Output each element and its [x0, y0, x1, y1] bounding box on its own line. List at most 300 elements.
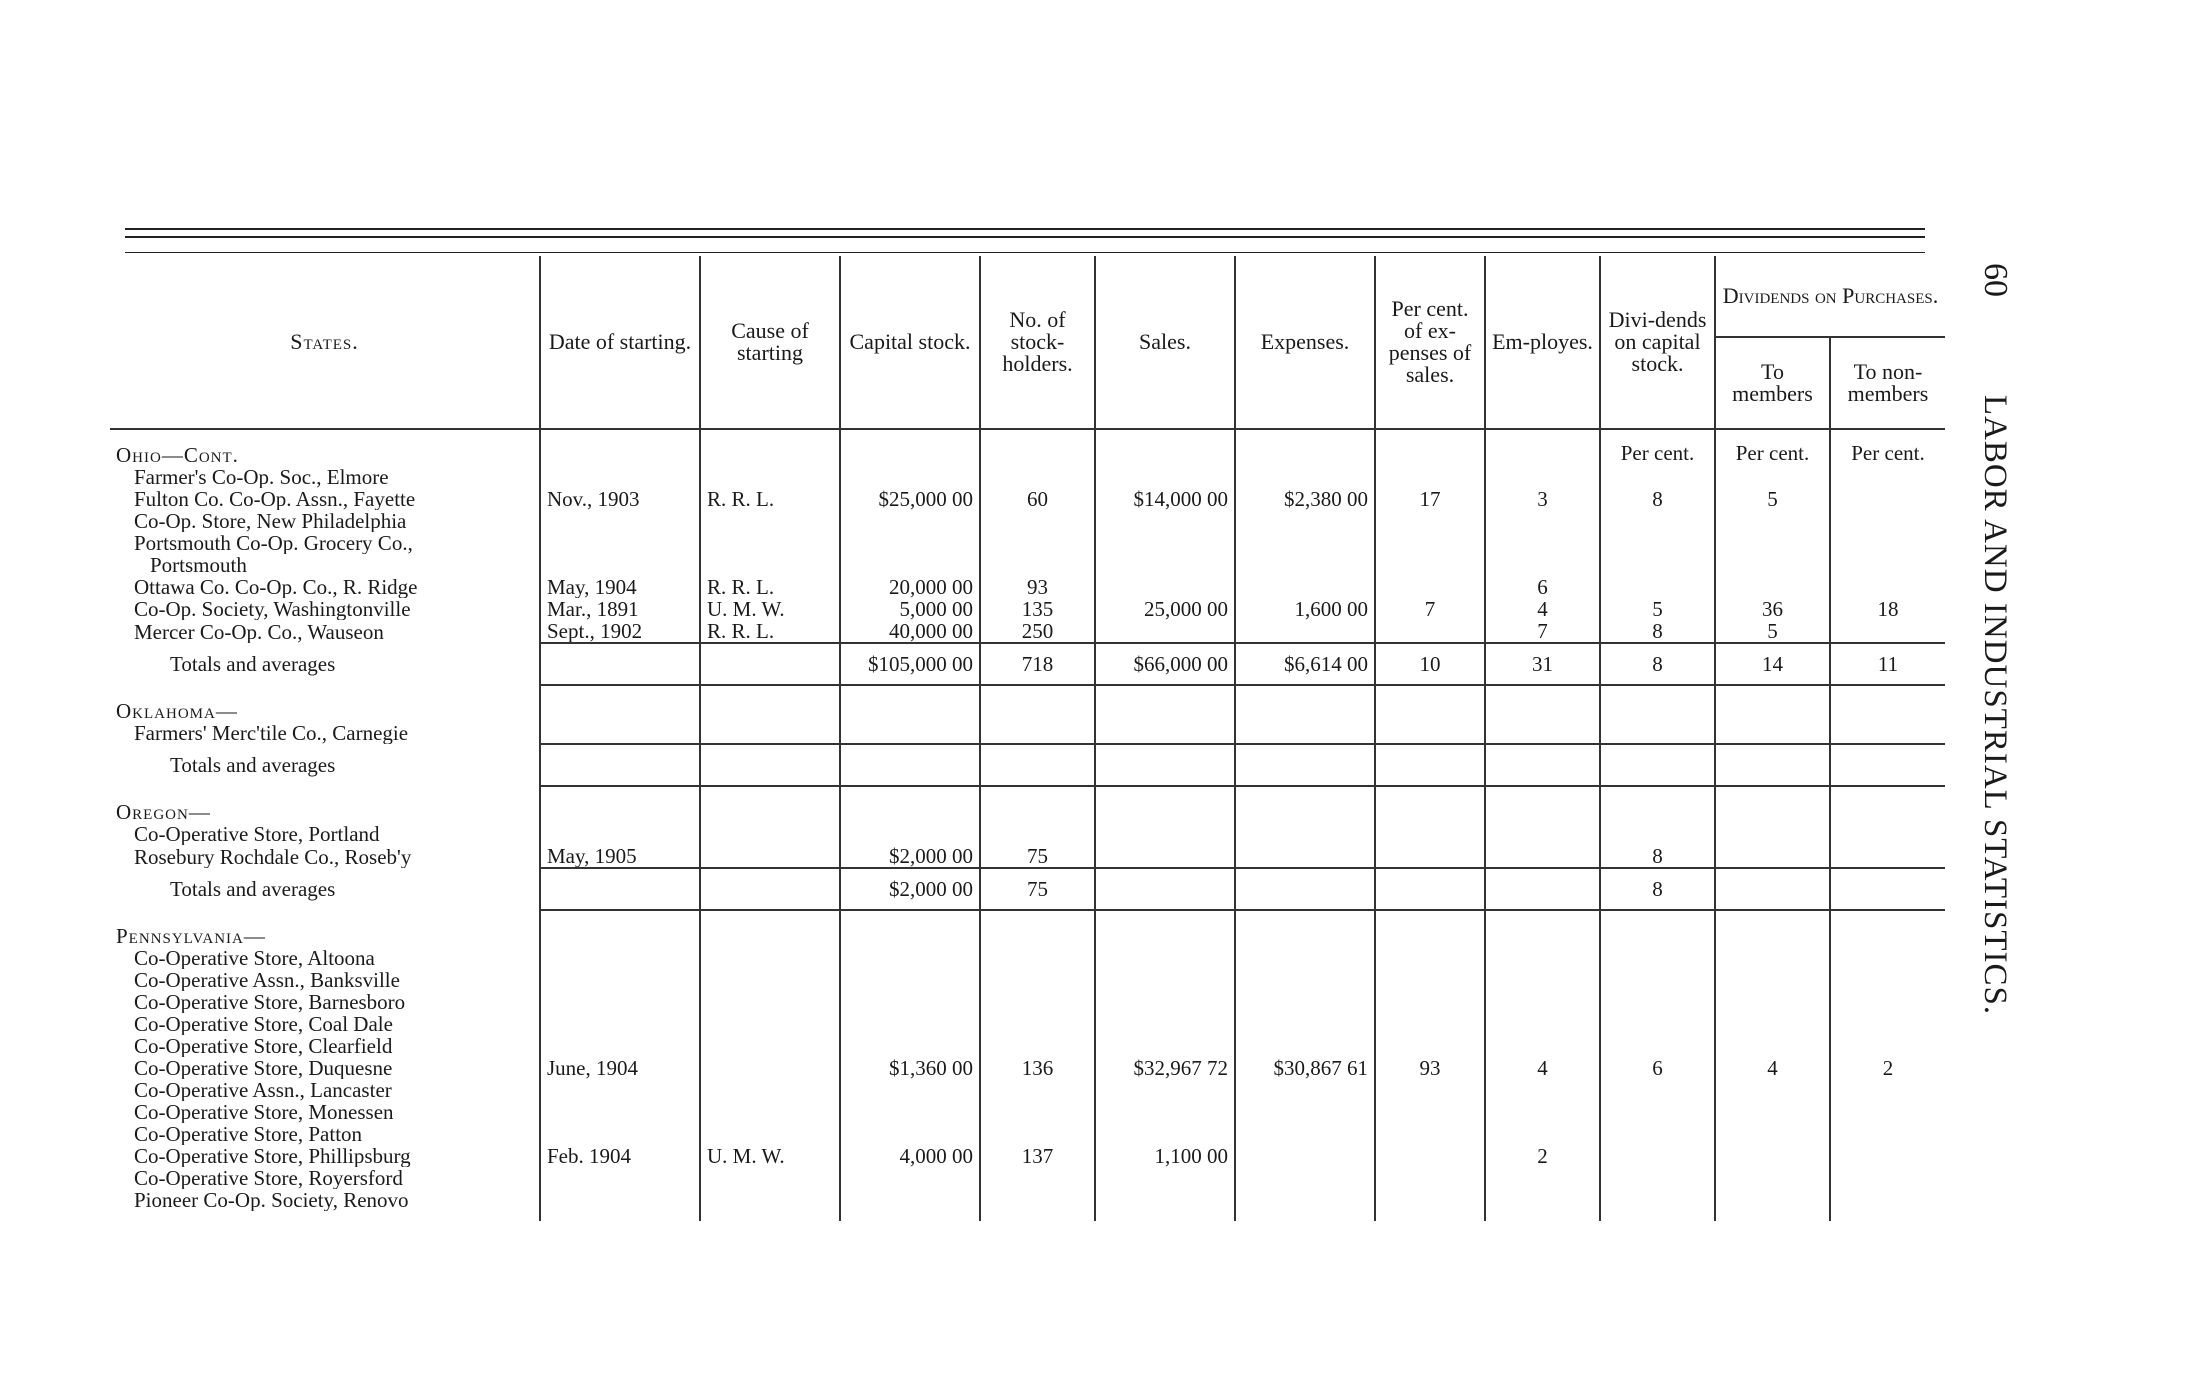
header-dividends-purchases: Dividends on Purchases.: [1715, 256, 1945, 337]
table-row: [110, 823, 1945, 845]
dividend-capital-cell: 8: [1600, 488, 1715, 510]
stockholders-cell: [980, 823, 1095, 845]
sales-cell: [1095, 744, 1235, 786]
empty-cell: [1095, 696, 1235, 722]
to-members-cell: [1715, 1123, 1830, 1145]
dividend-capital-cell: 8: [1600, 845, 1715, 868]
empty-cell: [980, 696, 1095, 722]
table-row: [110, 947, 1945, 969]
sales-cell: [1095, 510, 1235, 532]
to-members-cell: [1715, 868, 1830, 910]
expenses-cell: [1235, 1167, 1375, 1189]
sales-cell: $14,000 00: [1095, 488, 1235, 510]
dividend-capital-cell: [1600, 1145, 1715, 1167]
to-members-cell: [1715, 1013, 1830, 1035]
spacer-cell: [1235, 786, 1375, 797]
percent-cell: [1375, 554, 1485, 576]
to-nonmembers-cell: [1830, 744, 1945, 786]
sales-cell: $32,967 72: [1095, 1057, 1235, 1079]
employes-cell: [1485, 1035, 1600, 1057]
expenses-cell: [1235, 823, 1375, 845]
to-nonmembers-cell: [1830, 1167, 1945, 1189]
dividend-capital-cell: [1600, 947, 1715, 969]
to-nonmembers-cell: [1830, 466, 1945, 488]
page-header: [1955, 240, 2035, 1120]
dividend-capital-cell: [1600, 823, 1715, 845]
expenses-cell: [1235, 868, 1375, 910]
sales-cell: [1095, 1101, 1235, 1123]
capital-cell: $1,360 00: [840, 1057, 980, 1079]
spacer-cell: [540, 1211, 700, 1221]
stockholders-cell: [980, 969, 1095, 991]
society-name: Fulton Co. Co-Op. Assn., Fayette: [134, 488, 416, 510]
to-nonmembers-cell: [1830, 1123, 1945, 1145]
stockholders-cell: 135: [980, 598, 1095, 620]
date-cell: Nov., 1903: [540, 488, 700, 510]
spacer-cell: [1715, 910, 1830, 921]
expenses-cell: [1235, 1035, 1375, 1057]
employes-cell: [1485, 532, 1600, 554]
stockholders-cell: 718: [980, 643, 1095, 685]
spacer-cell: [1600, 786, 1715, 797]
capital-cell: [840, 991, 980, 1013]
table-row: [110, 1167, 1945, 1189]
totals-row: [110, 643, 1945, 685]
stockholders-cell: [980, 1167, 1095, 1189]
empty-cell: [1235, 440, 1375, 466]
stockholders-cell: [980, 510, 1095, 532]
capital-cell: [840, 1013, 980, 1035]
dividend-capital-cell: 8: [1600, 868, 1715, 910]
stockholders-cell: 250: [980, 620, 1095, 643]
dividend-capital-cell: [1600, 1123, 1715, 1145]
sales-cell: [1095, 868, 1235, 910]
expenses-cell: [1235, 722, 1375, 744]
date-cell: May, 1904: [540, 576, 700, 598]
date-cell: [540, 1123, 700, 1145]
stockholders-cell: [980, 722, 1095, 744]
expenses-cell: [1235, 620, 1375, 643]
empty-cell: [1375, 921, 1485, 947]
to-members-cell: 5: [1715, 620, 1830, 643]
cause-cell: [700, 722, 840, 744]
capital-cell: [840, 532, 980, 554]
to-nonmembers-cell: 18: [1830, 598, 1945, 620]
top-rule: [125, 236, 1925, 238]
cooperative-statistics-table: [110, 256, 1945, 1221]
to-nonmembers-cell: 11: [1830, 643, 1945, 685]
spacer-cell: [980, 1211, 1095, 1221]
unit-label: Per cent.: [1600, 440, 1715, 466]
table-row: [110, 1101, 1945, 1123]
date-cell: [540, 1035, 700, 1057]
cause-cell: [700, 868, 840, 910]
society-name: Co-Operative Store, Phillipsburg: [134, 1145, 411, 1167]
percent-cell: [1375, 868, 1485, 910]
capital-cell: [840, 554, 980, 576]
society-name: Co-Operative Store, Royersford: [134, 1167, 403, 1189]
employes-cell: [1485, 1013, 1600, 1035]
empty-cell: [1095, 440, 1235, 466]
empty-cell: [840, 921, 980, 947]
sales-cell: [1095, 576, 1235, 598]
spacer-cell: [540, 786, 700, 797]
cause-cell: [700, 991, 840, 1013]
state-heading-row: [110, 440, 1945, 466]
cause-cell: R. R. L.: [700, 576, 840, 598]
capital-cell: 40,000 00: [840, 620, 980, 643]
percent-cell: [1375, 969, 1485, 991]
to-nonmembers-cell: [1830, 845, 1945, 868]
expenses-cell: [1235, 1123, 1375, 1145]
sales-cell: 1,100 00: [1095, 1145, 1235, 1167]
sales-cell: [1095, 947, 1235, 969]
stockholders-cell: [980, 1189, 1095, 1211]
capital-cell: $2,000 00: [840, 845, 980, 868]
spacer-cell: [1095, 786, 1235, 797]
stockholders-cell: [980, 1013, 1095, 1035]
table-row: [110, 576, 1945, 598]
to-members-cell: 36: [1715, 598, 1830, 620]
employes-cell: [1485, 868, 1600, 910]
percent-cell: [1375, 620, 1485, 643]
empty-cell: [1715, 696, 1830, 722]
spacer-cell: [840, 685, 980, 696]
top-rule: [125, 252, 1925, 253]
spacer-cell: [840, 910, 980, 921]
table-row: [110, 554, 1945, 576]
date-cell: [540, 510, 700, 532]
capital-cell: [840, 969, 980, 991]
date-cell: [540, 947, 700, 969]
sales-cell: [1095, 969, 1235, 991]
percent-cell: [1375, 947, 1485, 969]
stockholders-cell: 75: [980, 845, 1095, 868]
dividend-capital-cell: [1600, 1167, 1715, 1189]
society-name: Co-Operative Store, Altoona: [134, 947, 375, 969]
unit-label: Per cent.: [1830, 440, 1945, 466]
sales-cell: $66,000 00: [1095, 643, 1235, 685]
cause-cell: [700, 1101, 840, 1123]
expenses-cell: [1235, 991, 1375, 1013]
society-name: Co-Operative Assn., Banksville: [134, 969, 400, 991]
stockholders-cell: [980, 554, 1095, 576]
expenses-cell: [1235, 1079, 1375, 1101]
capital-cell: [840, 1035, 980, 1057]
stockholders-cell: [980, 744, 1095, 786]
capital-cell: [840, 466, 980, 488]
to-nonmembers-cell: [1830, 868, 1945, 910]
to-members-cell: [1715, 1079, 1830, 1101]
percent-cell: [1375, 991, 1485, 1013]
state-heading: Oklahoma—: [116, 699, 238, 722]
date-cell: [540, 991, 700, 1013]
employes-cell: [1485, 1123, 1600, 1145]
date-cell: [540, 643, 700, 685]
spacer-cell: [1375, 786, 1485, 797]
dividend-capital-cell: [1600, 744, 1715, 786]
employes-cell: [1485, 991, 1600, 1013]
society-name: Co-Operative Store, Duquesne: [134, 1057, 393, 1079]
to-members-cell: [1715, 1167, 1830, 1189]
empty-cell: [980, 921, 1095, 947]
cause-cell: [700, 845, 840, 868]
percent-cell: [1375, 823, 1485, 845]
date-cell: Sept., 1902: [540, 620, 700, 643]
to-members-cell: [1715, 823, 1830, 845]
cause-cell: [700, 1035, 840, 1057]
spacer-cell: [1830, 685, 1945, 696]
society-name: Portsmouth Co-Op. Grocery Co.,: [134, 532, 413, 554]
sales-cell: 25,000 00: [1095, 598, 1235, 620]
dividend-capital-cell: [1600, 969, 1715, 991]
cause-cell: [700, 510, 840, 532]
state-heading-row: [110, 921, 1945, 947]
spacer-cell: [1600, 1211, 1715, 1221]
spacer-cell: [1830, 910, 1945, 921]
cause-cell: U. M. W.: [700, 598, 840, 620]
table-row: [110, 1123, 1945, 1145]
empty-cell: [700, 440, 840, 466]
date-cell: [540, 744, 700, 786]
table-row: [110, 532, 1945, 554]
empty-cell: [1830, 797, 1945, 823]
percent-cell: 93: [1375, 1057, 1485, 1079]
to-nonmembers-cell: [1830, 1079, 1945, 1101]
dividend-capital-cell: [1600, 532, 1715, 554]
empty-cell: [540, 921, 700, 947]
date-cell: May, 1905: [540, 845, 700, 868]
capital-cell: [840, 1167, 980, 1189]
to-nonmembers-cell: [1830, 722, 1945, 744]
employes-cell: 31: [1485, 643, 1600, 685]
capital-cell: 5,000 00: [840, 598, 980, 620]
society-name: Farmer's Co-Op. Soc., Elmore: [134, 466, 389, 488]
employes-cell: 6: [1485, 576, 1600, 598]
table-row: [110, 1189, 1945, 1211]
empty-cell: [1485, 440, 1600, 466]
table-row: [110, 722, 1945, 744]
to-members-cell: [1715, 510, 1830, 532]
stockholders-cell: 137: [980, 1145, 1095, 1167]
to-nonmembers-cell: [1830, 1101, 1945, 1123]
date-cell: [540, 1079, 700, 1101]
spacer-cell: [540, 685, 700, 696]
capital-cell: $2,000 00: [840, 868, 980, 910]
header-states: States.: [110, 256, 540, 429]
to-members-cell: [1715, 722, 1830, 744]
empty-cell: [1485, 696, 1600, 722]
spacer-cell: [1485, 1211, 1600, 1221]
page-number: 60: [1977, 263, 2014, 297]
to-members-cell: [1715, 1035, 1830, 1057]
expenses-cell: [1235, 1145, 1375, 1167]
to-members-cell: [1715, 532, 1830, 554]
sales-cell: [1095, 1013, 1235, 1035]
to-members-cell: 14: [1715, 643, 1830, 685]
sales-cell: [1095, 991, 1235, 1013]
dividend-capital-cell: [1600, 576, 1715, 598]
percent-cell: [1375, 1123, 1485, 1145]
expenses-cell: [1235, 947, 1375, 969]
cause-cell: [700, 643, 840, 685]
spacer-cell: [840, 1211, 980, 1221]
date-cell: June, 1904: [540, 1057, 700, 1079]
society-name: Co-Operative Store, Portland: [134, 823, 380, 845]
to-members-cell: 5: [1715, 488, 1830, 510]
table-row: [110, 991, 1945, 1013]
empty-cell: [1600, 797, 1715, 823]
spacer-cell: [1485, 685, 1600, 696]
capital-cell: [840, 744, 980, 786]
empty-cell: [1485, 921, 1600, 947]
cause-cell: [700, 554, 840, 576]
employes-cell: [1485, 947, 1600, 969]
empty-cell: [1600, 921, 1715, 947]
spacer-cell: [110, 910, 540, 921]
spacer-cell: [980, 786, 1095, 797]
header-stockholders: No. of stock-holders.: [980, 256, 1095, 429]
dividend-capital-cell: [1600, 722, 1715, 744]
to-nonmembers-cell: [1830, 554, 1945, 576]
percent-cell: 17: [1375, 488, 1485, 510]
stockholders-cell: 93: [980, 576, 1095, 598]
to-members-cell: [1715, 991, 1830, 1013]
cause-cell: [700, 466, 840, 488]
employes-cell: 4: [1485, 1057, 1600, 1079]
table-row: [110, 1013, 1945, 1035]
empty-cell: [1715, 797, 1830, 823]
header-expenses: Expenses.: [1235, 256, 1375, 429]
society-name: Co-Operative Store, Barnesboro: [134, 991, 406, 1013]
society-name: Farmers' Merc'tile Co., Carnegie: [134, 722, 409, 744]
expenses-cell: [1235, 1101, 1375, 1123]
employes-cell: [1485, 554, 1600, 576]
employes-cell: 3: [1485, 488, 1600, 510]
to-members-cell: [1715, 1145, 1830, 1167]
empty-cell: [700, 797, 840, 823]
table-row: [110, 845, 1945, 868]
totals-label: Totals and averages: [170, 877, 336, 901]
sales-cell: [1095, 722, 1235, 744]
spacer-cell: [1235, 1211, 1375, 1221]
section-spacer: [110, 1211, 1945, 1221]
employes-cell: [1485, 1079, 1600, 1101]
sales-cell: [1095, 1079, 1235, 1101]
capital-cell: $25,000 00: [840, 488, 980, 510]
totals-label: Totals and averages: [170, 652, 336, 676]
header-date-of-starting: Date of starting.: [540, 256, 700, 429]
header-cause-of-starting: Cause of starting: [700, 256, 840, 429]
cause-cell: [700, 1079, 840, 1101]
dividend-capital-cell: [1600, 1035, 1715, 1057]
employes-cell: [1485, 969, 1600, 991]
empty-cell: [1485, 797, 1600, 823]
dividend-capital-cell: [1600, 991, 1715, 1013]
totals-label: Totals and averages: [170, 753, 336, 777]
to-nonmembers-cell: 2: [1830, 1057, 1945, 1079]
empty-cell: [1600, 696, 1715, 722]
empty-cell: [540, 797, 700, 823]
to-members-cell: [1715, 554, 1830, 576]
section-spacer: [110, 910, 1945, 921]
stockholders-cell: 136: [980, 1057, 1095, 1079]
spacer-cell: [1235, 910, 1375, 921]
spacer-cell: [1095, 910, 1235, 921]
percent-cell: [1375, 744, 1485, 786]
to-nonmembers-cell: [1830, 576, 1945, 598]
sales-cell: [1095, 845, 1235, 868]
society-name: Co-Operative Store, Patton: [134, 1123, 363, 1145]
empty-cell: [840, 696, 980, 722]
stockholders-cell: [980, 1101, 1095, 1123]
society-name: Portsmouth: [150, 554, 247, 576]
society-name: Rosebury Rochdale Co., Roseb'y: [134, 845, 412, 868]
top-rule: [125, 228, 1925, 230]
sales-cell: [1095, 620, 1235, 643]
capital-cell: [840, 510, 980, 532]
date-cell: Feb. 1904: [540, 1145, 700, 1167]
empty-cell: [540, 440, 700, 466]
table-row: [110, 1079, 1945, 1101]
cause-cell: [700, 823, 840, 845]
state-heading: Pennsylvania—: [116, 924, 266, 947]
table-row: [110, 510, 1945, 532]
empty-cell: [840, 797, 980, 823]
society-name: Co-Op. Store, New Philadelphia: [134, 510, 407, 532]
header-capital-stock: Capital stock.: [840, 256, 980, 429]
spacer-cell: [1715, 1211, 1830, 1221]
dividend-capital-cell: 5: [1600, 598, 1715, 620]
percent-cell: [1375, 576, 1485, 598]
spacer-cell: [700, 1211, 840, 1221]
cause-cell: [700, 1013, 840, 1035]
empty-cell: [1715, 921, 1830, 947]
date-cell: [540, 554, 700, 576]
dividend-capital-cell: [1600, 1013, 1715, 1035]
date-cell: [540, 868, 700, 910]
to-nonmembers-cell: [1830, 947, 1945, 969]
expenses-cell: [1235, 1013, 1375, 1035]
expenses-cell: $6,614 00: [1235, 643, 1375, 685]
dividend-capital-cell: 8: [1600, 620, 1715, 643]
sales-cell: [1095, 554, 1235, 576]
employes-cell: 7: [1485, 620, 1600, 643]
spacer-cell: [1375, 1211, 1485, 1221]
sales-cell: [1095, 1035, 1235, 1057]
to-members-cell: [1715, 845, 1830, 868]
dividend-capital-cell: [1600, 1101, 1715, 1123]
cause-cell: R. R. L.: [700, 620, 840, 643]
dividend-capital-cell: [1600, 1079, 1715, 1101]
spacer-cell: [1830, 1211, 1945, 1221]
to-members-cell: [1715, 1101, 1830, 1123]
cause-cell: R. R. L.: [700, 488, 840, 510]
empty-cell: [840, 440, 980, 466]
percent-cell: [1375, 510, 1485, 532]
employes-cell: [1485, 1101, 1600, 1123]
spacer-cell: [110, 1211, 540, 1221]
empty-cell: [1235, 921, 1375, 947]
expenses-cell: [1235, 466, 1375, 488]
to-members-cell: [1715, 466, 1830, 488]
percent-cell: [1375, 1145, 1485, 1167]
unit-label: Per cent.: [1715, 440, 1830, 466]
employes-cell: [1485, 744, 1600, 786]
expenses-cell: [1235, 969, 1375, 991]
empty-cell: [980, 797, 1095, 823]
capital-cell: [840, 1123, 980, 1145]
